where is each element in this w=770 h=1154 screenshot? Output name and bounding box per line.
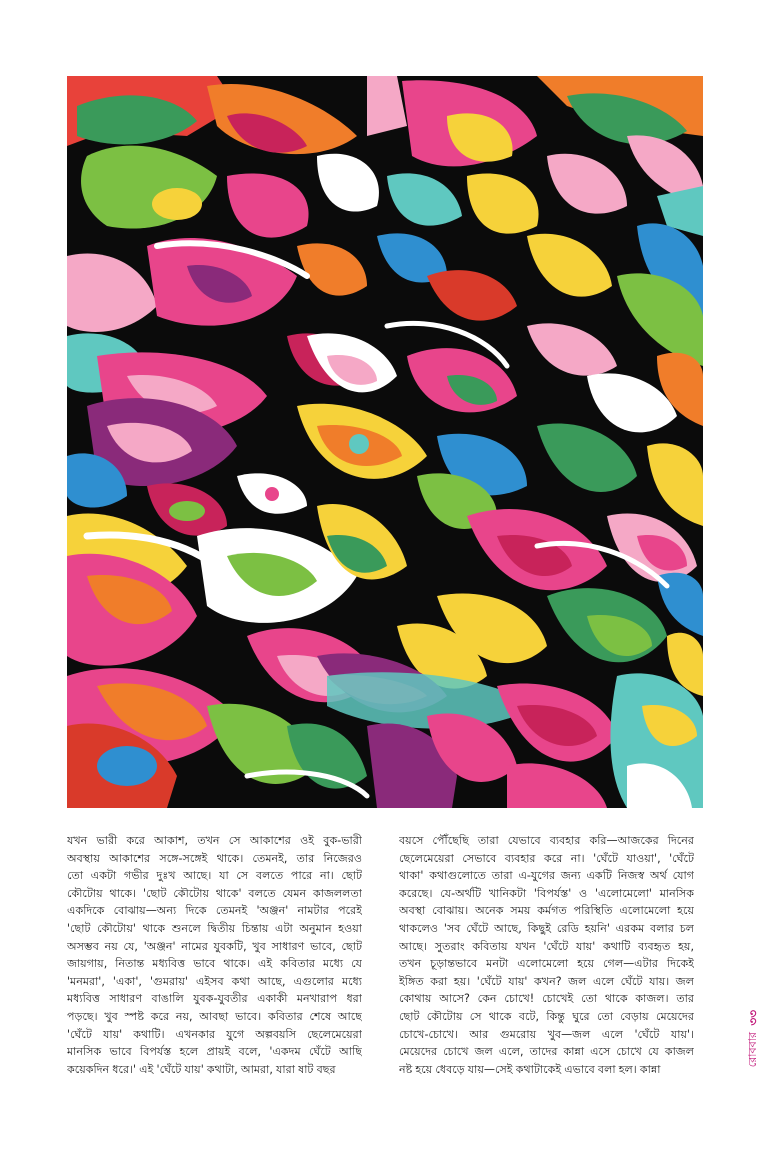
text-line: বয়সে পৌঁছেছি তারা যেভাবে ব্যবহার করি—আজকের দিনের xyxy=(399,834,694,847)
text-line: পড়ছে। খুব স্পষ্ট করে নয়, আবছা ভাবে। কবিতার শেষে আছে xyxy=(67,1009,362,1023)
text-line: চোখে-চোখে। আর গুমরোয় খুব—জল এলে 'ঘেঁটে যায়'। xyxy=(399,1027,694,1041)
text-line: 'ঘেঁটে যায়' কথাটি। এখনকার যুগে অল্পবয়সি ছেলেমেয়েরা xyxy=(67,1027,362,1041)
text-line: থাকলেও 'সব ঘেঁটে আছে, কিছুই রেডি হয়নি' এরকম বলার চল xyxy=(399,921,694,935)
article-column-left xyxy=(67,832,362,1078)
text-line: অবস্থায় আকাশের সঙ্গে-সঙ্গেই থাকে। তেমনই, তার নিজেরও xyxy=(67,851,362,865)
abstract-painting xyxy=(67,76,703,808)
page-folio xyxy=(744,1010,762,1120)
text-line: 'মনমরা', 'একা', 'গুমরায়' এইসব কথা আছে, এগুলোর মধ্যে xyxy=(67,974,362,988)
text-line: মানসিক ভাবে বিপর্যস্ত হলে প্রায়ই বলে, 'একদম ঘেঁটে আছি xyxy=(67,1045,362,1059)
text-line: অসম্ভব নয় যে, 'অঞ্জন' নামের যুবকটি, খুব সাধারণ ভাবে, ছোট xyxy=(67,939,362,953)
text-line: কোথায় আসে? কেন চোখে! চোখেই তো থাকে কাজল। তার xyxy=(399,992,694,1006)
text-line: 'ছোট কৌটোয়' থাকে শুনলে দ্বিতীয় চিন্তায় এটা অনুমান হওয়া xyxy=(67,921,362,935)
painting-canvas xyxy=(67,76,703,808)
text-line: তখন চূড়ান্তভাবে মনটা এলোমেলো হয়ে গেল—এটার দিকেই xyxy=(399,957,694,971)
text-line: কয়েকদিন ধরে।' এই 'ঘেঁটে যায়' কথাটা, আমরা, যারা ষাট বছর xyxy=(67,1062,336,1076)
page-number: ৩৩ xyxy=(746,1010,760,1026)
text-line: ছেলেমেয়েরা সেভাবে ব্যবহার করে না। 'ঘেঁটে যাওয়া', 'ঘেঁটে xyxy=(399,851,694,865)
text-line: আছে। সুতরাং কবিতায় যখন 'ঘেঁটে যায়' কথাটি ব্যবহৃত হয়, xyxy=(399,939,694,953)
text-line: যখন ভারী করে আকাশ, তখন সে আকাশের ওই বুক-ভারী xyxy=(67,834,362,847)
text-line: একদিকে বোঝায়—অন্য দিকে তেমনই 'অঞ্জন' নামটার পরেই xyxy=(67,904,362,918)
text-line: ছোট কৌটোয় সে থাকে বটে, কিন্তু ঘুরে তো বেড়ায় মেয়েদের xyxy=(399,1009,694,1023)
text-line: মধ্যবিত্ত সাধারণ বাঙালি যুবক-যুবতীর একাকী মনখারাপ ধরা xyxy=(67,992,362,1006)
text-line: ইঙ্গিত করা হয়। 'ঘেঁটে যায়' কখন? জল এলে ঘেঁটে যায়। জল xyxy=(399,974,694,988)
text-line: অবস্থা বোঝায়। অনেক সময় কর্মগত পরিস্থিতি এলোমেলো হয়ে xyxy=(399,904,694,918)
text-line: কৌটোয় থাকে। 'ছোট কৌটোয় থাকে' বলতে যেমন কাজললতা xyxy=(67,886,362,900)
text-line: মেয়েদের চোখে জল এলে, তাদের কান্না এসে চোখে যে কাজল xyxy=(399,1045,694,1059)
magazine-name: রোববার xyxy=(745,1031,759,1067)
text-line: তো একটা গভীর দুঃখ আছে। যা সে বলতে পারে না। ছোট xyxy=(67,869,362,883)
article-column-right xyxy=(399,832,694,1078)
text-line: জায়গায়, নিতান্ত মধ্যবিত্ত ভাবে থাকে। এই কবিতার মধ্যে যে xyxy=(67,957,362,971)
text-line: নষ্ট হয়ে ধেবড়ে যায়—সেই কথাটাকেই এভাবে বলা হল। কান্না xyxy=(399,1062,661,1076)
text-line: থাকা' কথাগুলোতে তারা এ-যুগের জন্য একটি নিজস্ব অর্থ যোগ xyxy=(399,869,694,883)
text-line: করেছে। যে-অর্থটি খানিকটা 'বিপর্যস্ত' ও 'এলোমেলো' মানসিক xyxy=(399,886,694,900)
